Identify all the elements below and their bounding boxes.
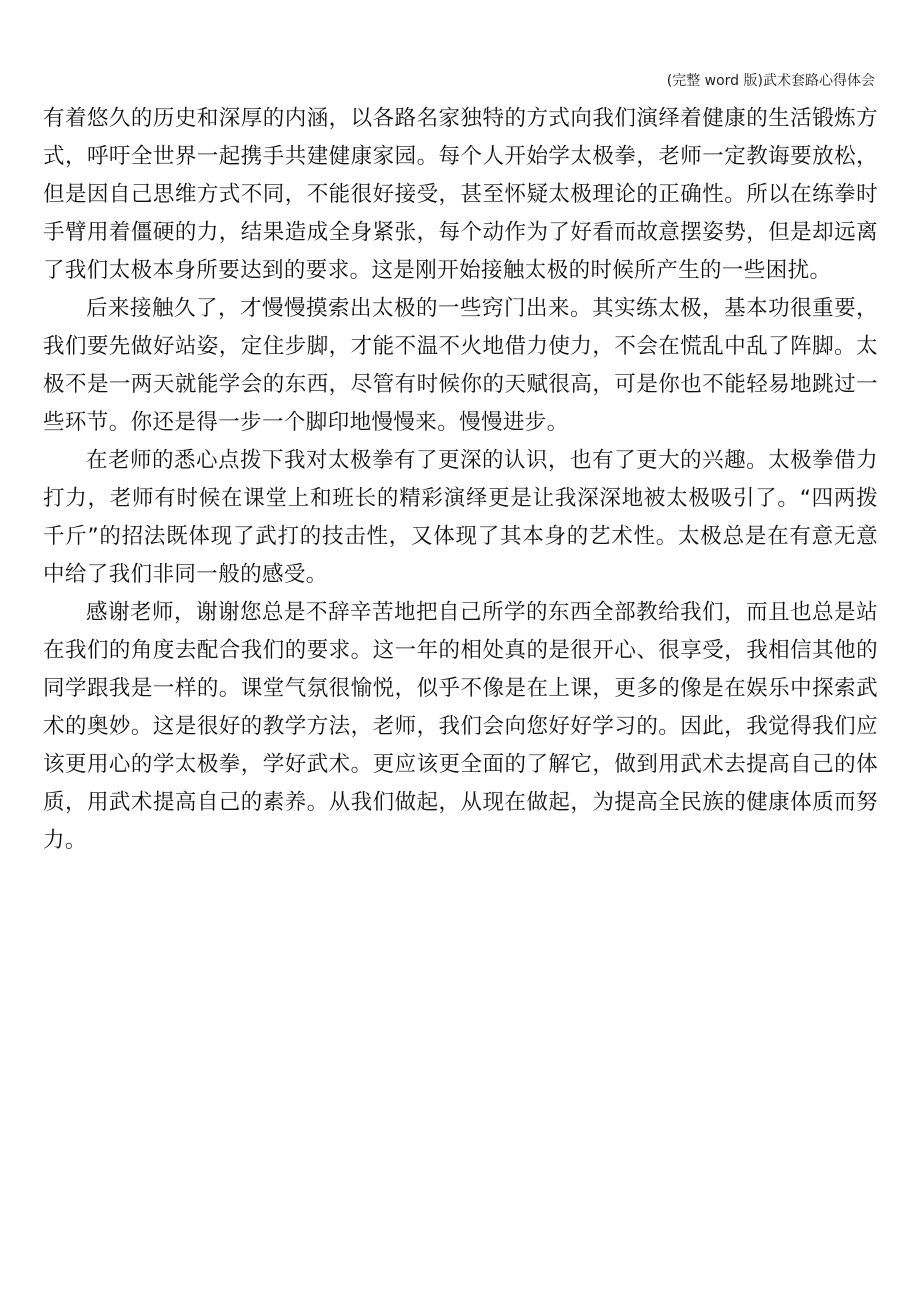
- paragraph-4: 感谢老师，谢谢您总是不辞辛苦地把自己所学的东西全部教给我们，而且也总是站在我们的角度去配合我们的要求。这一年的相处真的是很开心、很享受，我相信其他的同学跟我是一样的。课堂气氛很愉悦，似乎不像是在上课，更多的像是在娱乐中探索武术的奥妙。这是很好的教学方法，老师，我们会向您好好学习的。因此，我觉得我们应该更用心的学太极拳，学好武术。更应该更全面的了解它，做到用武术去提高自己的体质，用武术提高自己的素养。从我们做起，从现在做起，为提高全民族的健康体质而努力。: [43, 600, 878, 853]
- paragraph-3: 在老师的悉心点拨下我对太极拳有了更深的认识，也有了更大的兴趣。太极拳借力打力，老师有时候在课堂上和班长的精彩演绎更是让我深深地被太极吸引了。“四两拨千斤”的招法既体现了武打的技击性，又体现了其本身的艺术性。太极总是在有意无意中给了我们非同一般的感受。: [43, 448, 878, 587]
- paragraph-2: 后来接触久了，才慢慢摸索出太极的一些窍门出来。其实练太极，基本功很重要，我们要先做好站姿，定住步脚，才能不温不火地借力使力，不会在慌乱中乱了阵脚。太极不是一两天就能学会的东西，尽管有时候你的天赋很高，可是你也不能轻易地跳过一些环节。你还是得一步一个脚印地慢慢来。慢慢进步。: [43, 296, 878, 435]
- document-header-title: (完整 word 版)武术套路心得体会: [666, 73, 875, 89]
- document-body: [43, 100, 878, 860]
- paragraph-1: 有着悠久的历史和深厚的内涵，以各路名家独特的方式向我们演绎着健康的生活锻炼方式，呼吁全世界一起携手共建健康家园。每个人开始学太极拳，老师一定教诲要放松，但是因自己思维方式不同，不能很好接受，甚至怀疑太极理论的正确性。所以在练拳时手臂用着僵硬的力，结果造成全身紧张，每个动作为了好看而故意摆姿势，但是却远离了我们太极本身所要达到的要求。这是刚开始接触太极的时候所产生的一些困扰。: [43, 106, 878, 283]
